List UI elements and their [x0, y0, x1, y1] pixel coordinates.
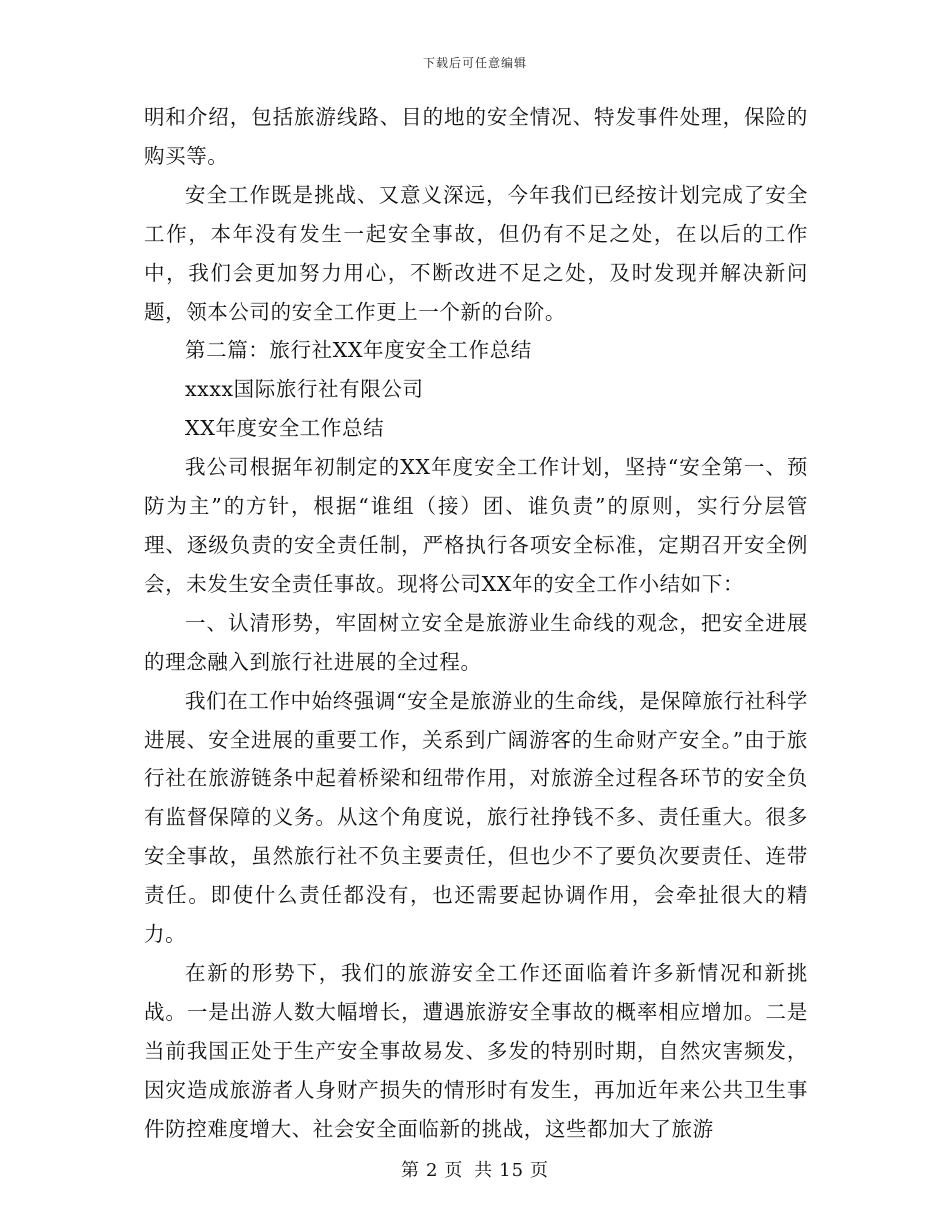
document-body [144, 98, 808, 1148]
page-number-footer [0, 1156, 950, 1182]
paragraph-intro: 我公司根据年初制定的XX年度安全工作计划，坚持“安全第一、预防为主”的方针，根据“谁组（接）团、谁负责”的原则，实行分层管理、逐级负责的安全责任制，严格执行各项安全标准，定期召开安全例会，未发生安全责任事故。现将公司XX年的安全工作小结如下： [144, 455, 808, 596]
footer-suffix: 页 [530, 1160, 550, 1181]
paragraph-point-one: 一、认清形势，牢固树立安全是旅游业生命线的观念，把安全进展的理念融入到旅行社进展的全过程。 [144, 610, 808, 674]
report-title: XX年度安全工作总结 [185, 416, 385, 441]
paragraph-lifeline: 我们在工作中始终强调“安全是旅游业的生命线，是保障旅行社科学进展、安全进展的重要工作，关系到广阔游客的生命财产安全。”由于旅行社在旅游链条中起着桥梁和纽带作用，对旅游全过程各环节的安全负有监督保障的义务。从这个角度说，旅行社挣钱不多、责任重大。很多安全事故，虽然旅行社不负主要责任，但也少不了要负次要责任、连带责任。即使什么责任都没有，也还需要起协调作用，会牵扯很大的精力。 [144, 688, 808, 947]
section-title-second-chapter: 第二篇：旅行社XX年度安全工作总结 [185, 338, 532, 363]
company-name: xxxx国际旅行社有限公司 [185, 377, 424, 402]
paragraph-new-challenges: 在新的形势下，我们的旅游安全工作还面临着许多新情况和新挑战。一是出游人数大幅增长，遭遇旅游安全事故的概率相应增加。二是当前我国正处于生产安全事故易发、多发的特别时期，自然灾害频发，因灾造成旅游者人身财产损失的情形时有发生，再加近年来公共卫生事件防控难度增大、社会安全面临新的挑战，这些都加大了旅游 [144, 960, 808, 1141]
footer-prefix: 第 [400, 1160, 420, 1181]
paragraph-continuation: 明和介绍，包括旅游线路、目的地的安全情况、特发事件处理，保险的购买等。 [144, 105, 808, 168]
footer-current-page: 2 [425, 1160, 439, 1181]
footer-total-pages: 15 [499, 1160, 525, 1181]
page-header-note: 下载后可任意编辑 [422, 56, 527, 70]
paragraph-safety-summary: 安全工作既是挑战、又意义深远，今年我们已经按计划完成了安全工作，本年没有发生一起安全事故，但仍有不足之处，在以后的工作中，我们会更加努力用心，不断改进不足之处，及时发现并解决新问题，领本公司的安全工作更上一个新的台阶。 [144, 182, 808, 324]
footer-middle: 页 共 [444, 1160, 494, 1181]
